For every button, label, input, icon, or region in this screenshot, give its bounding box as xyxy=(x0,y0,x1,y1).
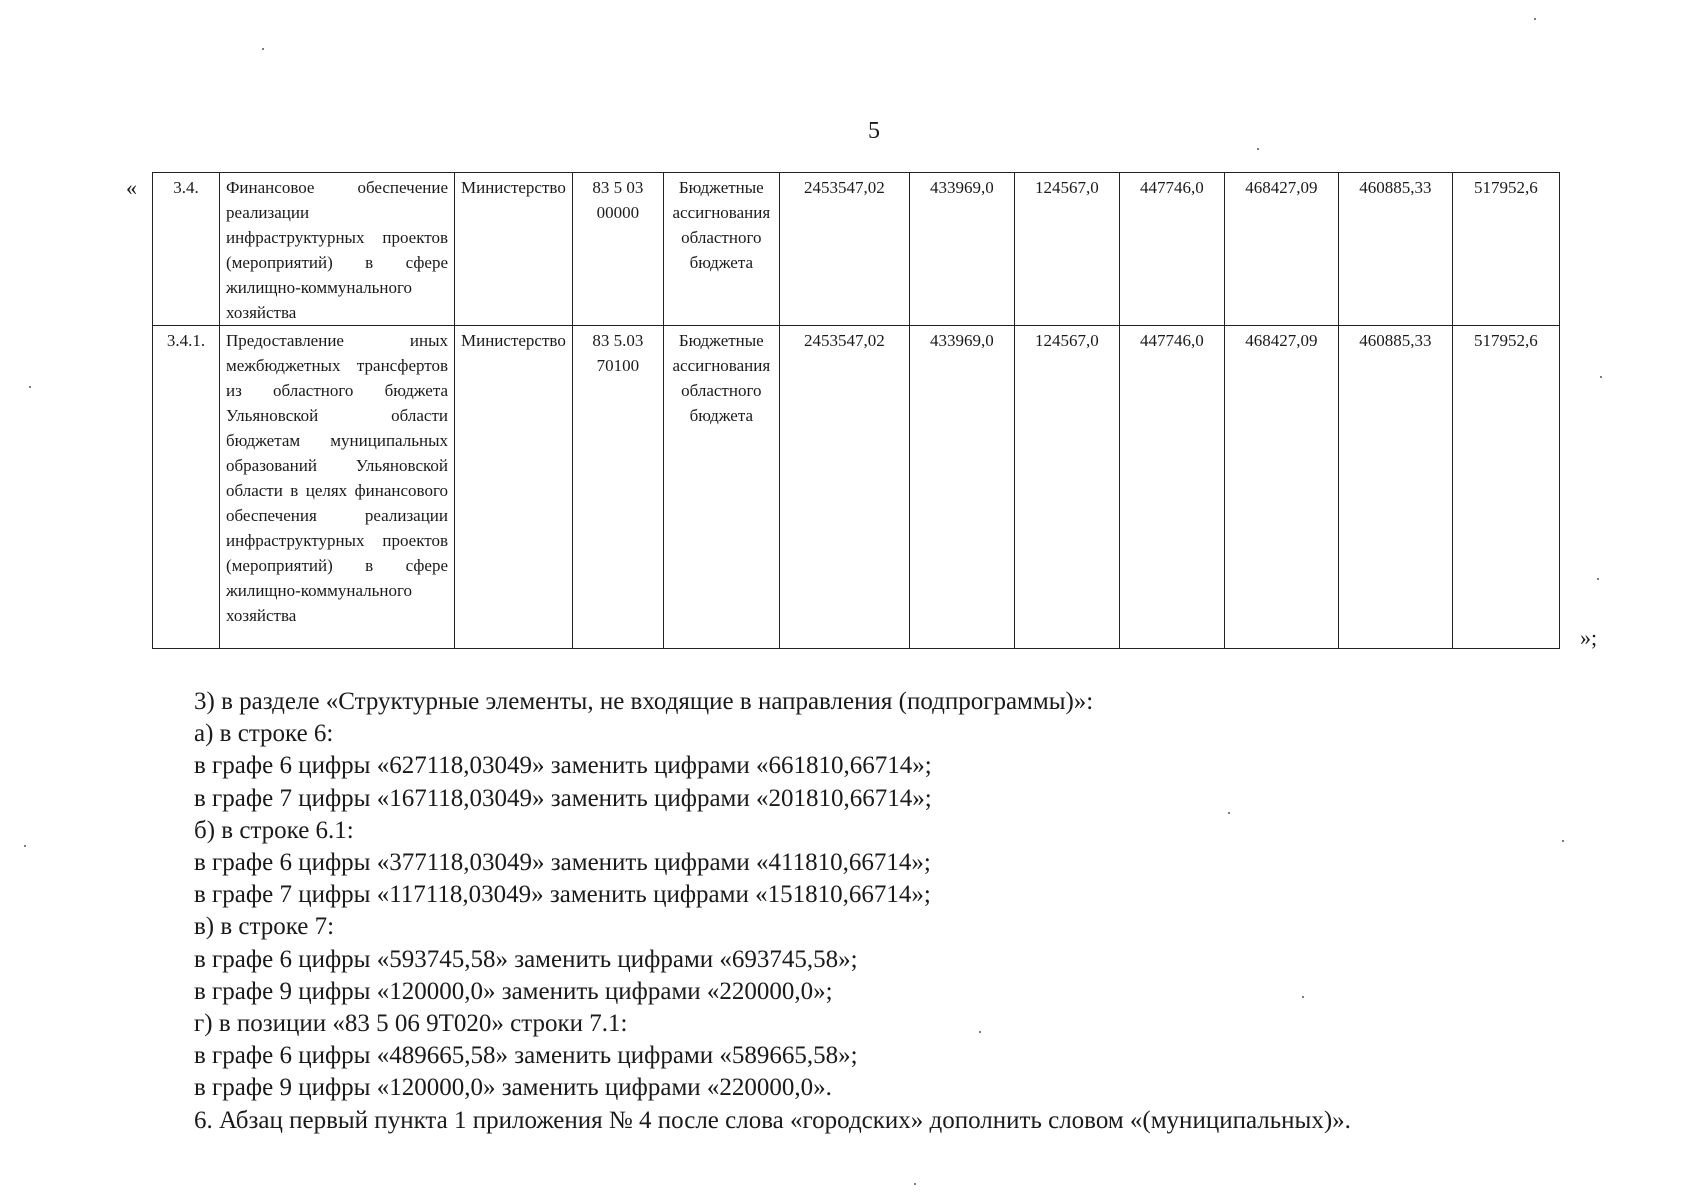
row-value-3: 447746,0 xyxy=(1119,326,1224,649)
row-number-cell: 3.4.1. xyxy=(153,326,220,649)
row-value-6: 517952,6 xyxy=(1452,326,1559,649)
row-executor-cell: Министерство xyxy=(455,326,573,649)
scan-speck xyxy=(914,1183,916,1185)
closing-quote: »; xyxy=(1580,625,1598,650)
row-code-cell: 83 5 03 00000 xyxy=(572,173,663,326)
paragraph-b-col7: в графе 7 цифры «117118,03049» заменить цифрами «151810,66714»; xyxy=(194,881,931,909)
row-source-cell: Бюджетные ассигнования областного бюджета xyxy=(663,326,779,649)
row-name-cell: Финансовое обеспечение реализации инфраструктурных проектов (мероприятий) в сфере жилищно-коммунального хозяйства xyxy=(220,173,455,326)
paragraph-a-col6: в графе 6 цифры «627118,03049» заменить цифрами «661810,66714»; xyxy=(194,752,932,780)
table-row xyxy=(153,326,1560,649)
paragraph-subitem-g: г) в позиции «83 5 06 9Т020» строки 7.1: xyxy=(194,1010,628,1038)
table-row xyxy=(153,173,1560,326)
row-number-cell: 3.4. xyxy=(153,173,220,326)
paragraph-g-col9: в графе 9 цифры «120000,0» заменить цифрами «220000,0». xyxy=(194,1074,832,1102)
row-value-1: 433969,0 xyxy=(909,173,1014,326)
row-source-cell: Бюджетные ассигнования областного бюджета xyxy=(663,173,779,326)
scan-speck xyxy=(24,845,26,847)
paragraph-subitem-a: а) в строке 6: xyxy=(194,720,334,748)
paragraph-subitem-b: б) в строке 6.1: xyxy=(194,816,354,844)
paragraph-b-col6: в графе 6 цифры «377118,03049» заменить цифрами «411810,66714»; xyxy=(194,849,931,877)
scan-speck xyxy=(1302,996,1304,998)
row-value-total: 2453547,02 xyxy=(779,173,909,326)
row-value-1: 433969,0 xyxy=(909,326,1014,649)
paragraph-g-col6: в графе 6 цифры «489665,58» заменить цифрами «589665,58»; xyxy=(194,1042,858,1070)
scan-speck xyxy=(1534,18,1536,20)
row-value-3: 447746,0 xyxy=(1119,173,1224,326)
scan-speck xyxy=(979,1031,981,1033)
paragraph-section-3: 3) в разделе «Структурные элементы, не входящие в направления (подпрограммы)»: xyxy=(194,688,1094,715)
row-code-cell: 83 5.03 70100 xyxy=(572,326,663,649)
opening-quote: « xyxy=(126,175,137,200)
row-value-5: 460885,33 xyxy=(1338,173,1452,326)
scan-speck xyxy=(29,386,31,388)
row-value-2: 124567,0 xyxy=(1014,173,1119,326)
row-name-cell: Предоставление иных межбюджетных трансфертов из областного бюджета Ульяновской области бюджетам муниципальных образований Ульяновской области в целях финансового обеспечения реализации инфраструктурных проектов (мероприятий) в сфере жилищно-коммунального хозяйства xyxy=(220,326,455,649)
paragraph-v-col9: в графе 9 цифры «120000,0» заменить цифрами «220000,0»; xyxy=(194,977,833,1005)
scan-speck xyxy=(1597,578,1599,580)
row-value-5: 460885,33 xyxy=(1338,326,1452,649)
row-value-4: 468427,09 xyxy=(1224,326,1338,649)
budget-table xyxy=(152,172,1560,649)
paragraph-a-col7: в графе 7 цифры «167118,03049» заменить цифрами «201810,66714»; xyxy=(194,784,932,812)
row-value-total: 2453547,02 xyxy=(779,326,909,649)
row-value-2: 124567,0 xyxy=(1014,326,1119,649)
row-value-4: 468427,09 xyxy=(1224,173,1338,326)
scan-speck xyxy=(262,48,264,50)
paragraph-item-6: 6. Абзац первый пункта 1 приложения № 4 после слова «городских» дополнить словом «(муниципальных)». xyxy=(194,1106,1351,1134)
amendment-text xyxy=(194,686,1351,1137)
page-number: 5 xyxy=(868,118,880,144)
row-value-6: 517952,6 xyxy=(1452,173,1559,326)
row-executor-cell: Министерство xyxy=(455,173,573,326)
scan-speck xyxy=(1228,812,1230,814)
scan-speck xyxy=(1562,840,1564,842)
scan-speck xyxy=(1257,148,1259,150)
paragraph-subitem-v: в) в строке 7: xyxy=(194,913,335,941)
scan-speck xyxy=(1600,376,1602,378)
paragraph-v-col6: в графе 6 цифры «593745,58» заменить цифрами «693745,58»; xyxy=(194,945,858,973)
